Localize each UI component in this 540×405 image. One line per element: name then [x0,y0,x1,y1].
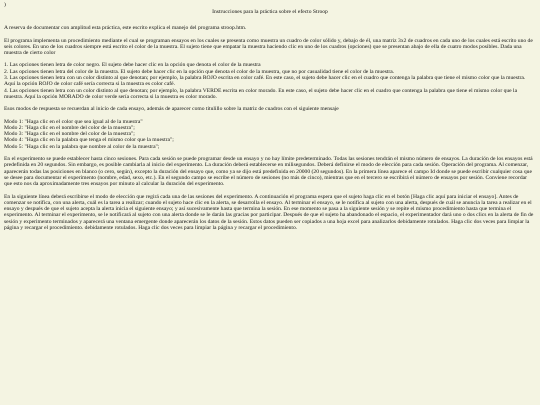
page-title: Instrucciones para la práctica sobre el efecto Stroop [212,9,328,15]
description-paragraph: El programa implementa un procedimiento mediante el cual se programan ensayos en los cuales se presenta como muestra un cuadro de color sólido y, debajo de él, una matriz 3x2 de cuadros en cada uno de los cuales está escrito uno de seis colores. En uno de los cuadros siempre está escrito el color de la muestra. El sujeto tiene que empatar la muestra haciendo clic en uno de los cuadros (opciones) que se presentan abajo de ella de cuatro modos posibles. Dada una muestra de cierto color [4,37,533,57]
modes-list [4,119,536,150]
rule-item: 4. Las opciones tienen letra con un color distinto al que denotan; por ejemplo, la palabra VERDE escrita en color morado. En este caso, el sujeto debe hacer clic en el cuadro que contenga la palabra que tiene el mismo color que la muestra. Aquí la opción MORADO de color verde sería correcta si la muestra es color morado. [4,87,518,100]
intro-paragraph: A reserva de documentar con amplitud esta práctica, este escrito explica el manejo del programa stroop.htm. [4,25,247,32]
mode-item: Modo 1: "Haga clic en el color que sea igual al de la muestra" [4,118,143,125]
rules-list [4,62,536,100]
modes-intro-paragraph: Esos modos de respuesta se recuerdan al inicio de cada ensayo, además de aparecer como titulillo sobre la matriz de cuadros con el siguiente mensaje [4,106,339,113]
procedure-paragraph: En la siguiente línea deberá escribirse el modo de elección que regirá cada una de las sesiones del experimento. A continuación el programa espera que el sujeto haga clic en el botón [Haga clic aquí para iniciar el ensayo]. Antes de comenzar se notifica, con una alerta, cuál es la tarea a realizar; cuando el sujeto hace clic en la alerta, se desarrolla el ensayo. Al terminar el ensayo, se le notifica al sujeto con una alerta, después de cuál se anuncia la tarea a realizar en el ensayo y después de que el sujeto acepta la alerta inicia el siguiente ensayo; y así sucesivamente hasta que termina la sesión. En ese momento se pasa a la siguiente sesión y se repite el mismo procedimiento hasta que termina el experimento. Al terminar el experimento, se le notificará al sujeto con una alerta donde se le darán las gracias por participar. Después de que el sujeto ha abandonado el espacio, el experimentador dará uno o dos clics en la alerta de fin de sesión y experimento terminados y aparecerá una ventana emergente donde aparecerán los datos de la sesión. Estos datos pueden ser copiados a una hoja excel para analizarlos debidamente rotulados. Haga clic dos veces para limpiar la página y recargar el procedimiento. debidamente rotulados. Haga clic dos veces para limpiar la página y recargar el procedimiento. [4,193,534,232]
mode-item: Modo 4: "Haga clic en la palabra que tenga el mismo color que la muestra"; [4,137,174,144]
rule-item: 1. Las opciones tienen letra de color negro. El sujeto debe hacer clic en la opción que denota el color de la muestra [4,62,261,69]
rule-item: 3. Las opciones tienen letra con un color distinto al que denotan; por ejemplo, la palabra ROJO escrita en color café. En este caso, el sujeto debe hacer clic en el cuadro que contenga la palabra que tiene el mismo color que la muestra. Aquí la opción ROJO de color café sería correcta si la muestra es color café. [4,75,526,88]
sessions-paragraph: En el experimento se puede establecer hasta cinco sesiones. Para cada sesión se puede programar desde un ensayo y no hay límite predeterminado. Todas las sesiones tendrán el mismo número de ensayos. La duración de los ensayos está predefinida en 20 segundos. Sin embargo, es posible cambiarla al inicio del experimento. La duración deberá establecerse en milisegundos. Deberá definirse el modo de elección para cada sesión. Operación del programa. Al comenzar, aparecerán todas las posiciones en blanco (o cero, según), excepto la duración del ensayo que, como ya se dijo está predefinida en 20000 (20 segundos). En la primera línea aparece el campo Id donde se puede escribir cualquier cosa que se desee para documentar el experimento (nombre, edad, sexo, etc.). En el segundo campo se escribe el número de sesiones (no más de cinco), mientras que en el tercero se escribirá el número de ensayos por sesión. Conviene recordar que esto nos da aproximadamente tres ensayos por minuto al calcular la duración del experimento. [4,156,533,188]
mode-item: Modo 2: "Haga clic en el nombre del color de la muestra"; [4,124,135,131]
rule-item: 2. Las opciones tienen letra del color de la muestra. El sujeto debe hacer clic en la opción que denota el color de la muestra, que no por casualidad tiene el color de la muestra. [4,68,395,75]
mode-item: Modo 5: "Haga clic en la palabra que nombre al color de la muestra"; [4,143,160,150]
corner-mark: ) [4,2,6,8]
mode-item: Modo 3: "Haga clic en el nombre del color de la muestra"; [4,131,135,138]
